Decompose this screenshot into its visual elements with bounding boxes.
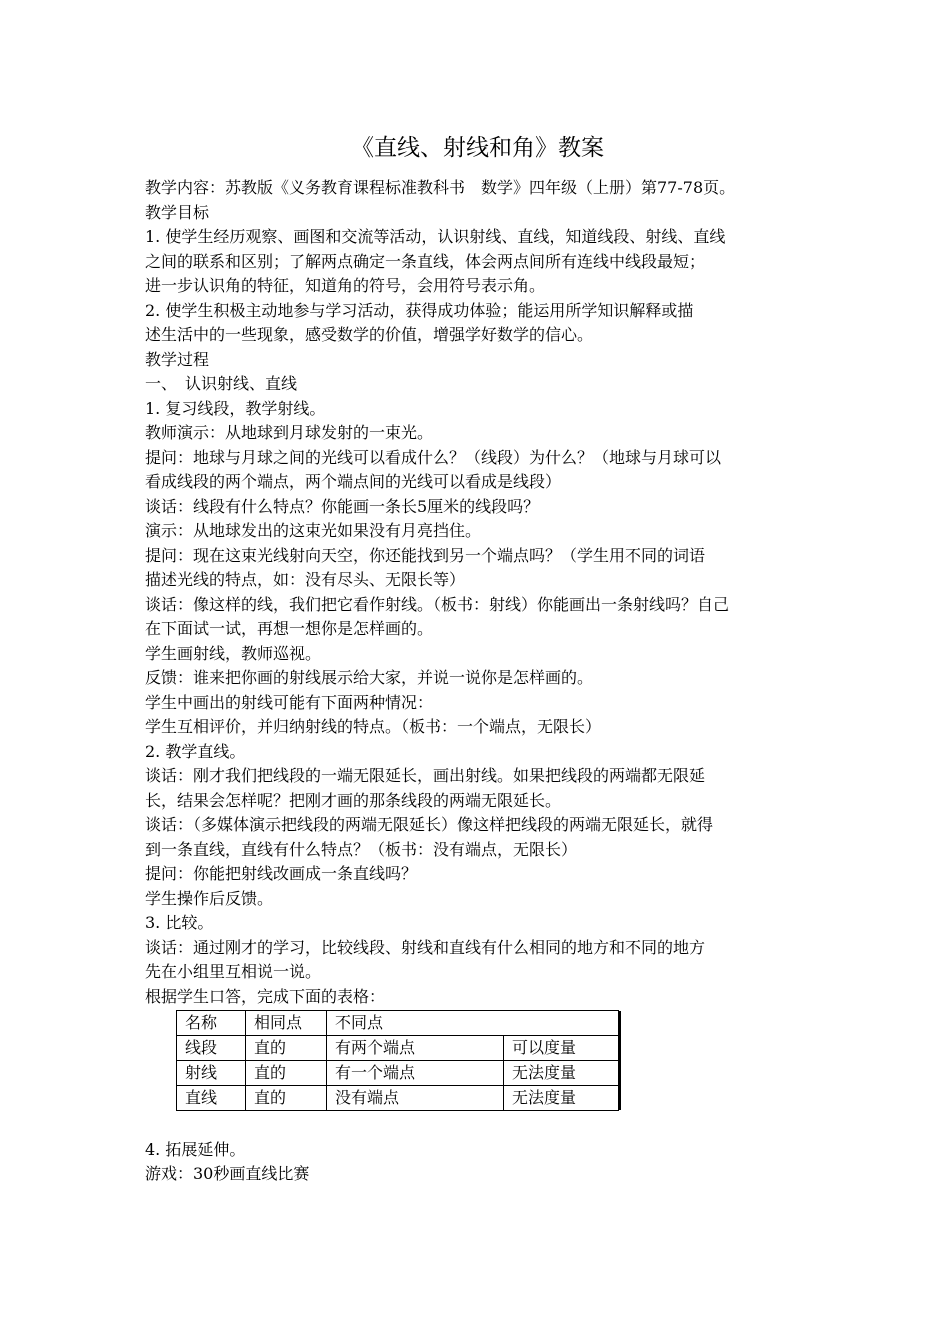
table-row (177, 1036, 619, 1061)
document-body (145, 176, 810, 1187)
table-cell: 无法度量 (504, 1061, 619, 1086)
text-line: 学生中画出的射线可能有下面两种情况： (145, 692, 434, 712)
text-line: 谈话：线段有什么特点？你能画一条长5厘米的线段吗？ (145, 496, 540, 516)
table-row (177, 1061, 619, 1086)
text-line: 教师演示：从地球到月球发射的一束光。 (145, 423, 434, 442)
text-line: 谈话：通过刚才的学习，比较线段、射线和直线有什么相同的地方和不同的地方 (145, 937, 706, 957)
text-line: 根据学生口答，完成下面的表格： (145, 986, 386, 1006)
text-line: 4. 拓展延伸。 (145, 1139, 246, 1159)
text-line: 3. 比较。 (145, 913, 214, 932)
table-cell: 直线 (177, 1086, 246, 1111)
text-line: 进一步认识角的特征，知道角的符号，会用符号表示角。 (145, 276, 546, 295)
text-line: 2. 教学直线。 (145, 741, 246, 761)
table-cell: 有两个端点 (327, 1036, 504, 1061)
spacer (145, 1113, 810, 1138)
text-line: 反馈：谁来把你画的射线展示给大家，并说一说你是怎样画的。 (145, 668, 594, 687)
text-line: 看成线段的两个端点，两个端点间的光线可以看成是线段） (145, 472, 562, 491)
table-header-cell: 名称 (177, 1011, 246, 1036)
text-line: 谈话：刚才我们把线段的一端无限延长，画出射线。如果把线段的两端都无限延 (145, 766, 706, 785)
text-line: 在下面试一试，再想一想你是怎样画的。 (145, 619, 434, 638)
text-line: 教学内容：苏教版《义务教育课程标准教科书 数学》四年级（上册）第77-78页。 (145, 178, 736, 197)
table-cell: 可以度量 (504, 1036, 619, 1061)
table-header-row (177, 1011, 619, 1036)
paragraph-block-a (145, 176, 810, 1009)
table-cell: 无法度量 (504, 1086, 619, 1111)
text-line: 学生操作后反馈。 (145, 888, 274, 908)
text-line: 之间的联系和区别；了解两点确定一条直线，体会两点间所有连线中线段最短； (145, 251, 706, 271)
table-row (177, 1086, 619, 1111)
table-cell: 有一个端点 (327, 1061, 504, 1086)
text-line: 2. 使学生积极主动地参与学习活动，获得成功体验；能运用所学知识解释或描 (145, 300, 694, 320)
text-line: 提问：地球与月球之间的光线可以看成什么？（线段）为什么？（地球与月球可以 (145, 447, 722, 467)
text-line: 1. 复习线段，教学射线。 (145, 398, 326, 418)
table-cell: 没有端点 (327, 1086, 504, 1111)
table-header-cell: 相同点 (246, 1011, 327, 1036)
text-line: 到一条直线，直线有什么特点？（板书：没有端点，无限长） (145, 839, 578, 859)
text-line: 描述光线的特点，如：没有尽头、无限长等） (145, 570, 466, 589)
comparison-table-wrap (145, 1009, 810, 1113)
table-cell: 直的 (246, 1061, 327, 1086)
text-line: 先在小组里互相说一说。 (145, 962, 322, 981)
text-line: 教学过程 (145, 349, 210, 369)
text-line: 游戏：30秒画直线比赛 (145, 1164, 310, 1183)
document-title: 《直线、射线和角》教案 (351, 135, 604, 161)
text-line: 谈话：像这样的线，我们把它看作射线。（板书：射线）你能画出一条射线吗？自己 (145, 594, 730, 614)
text-line: 1. 使学生经历观察、画图和交流等活动，认识射线、直线，知道线段、射线、直线 (145, 227, 726, 246)
table-cell: 直的 (246, 1086, 327, 1111)
text-line: 述生活中的一些现象，感受数学的价值，增强学好数学的信心。 (145, 325, 594, 344)
text-line: 提问：现在这束光线射向天空，你还能找到另一个端点吗？（学生用不同的词语 (145, 545, 706, 565)
text-line: 教学目标 (145, 202, 210, 222)
table-cell: 直的 (246, 1036, 327, 1061)
table-header-cell: 不同点 (327, 1011, 619, 1036)
text-line: 学生互相评价，并归纳射线的特点。（板书：一个端点，无限长） (145, 717, 602, 736)
text-line: 演示：从地球发出的这束光如果没有月亮挡住。 (145, 521, 482, 540)
table-cell: 射线 (177, 1061, 246, 1086)
comparison-table (176, 1010, 619, 1111)
text-line: 提问：你能把射线改画成一条直线吗？ (145, 864, 418, 883)
text-line: 谈话：（多媒体演示把线段的两端无限延长）像这样把线段的两端无限延长，就得 (145, 815, 714, 834)
text-line: 一、 认识射线、直线 (145, 374, 298, 393)
text-line: 长，结果会怎样呢？把刚才画的那条线段的两端无限延长。 (145, 790, 562, 810)
table-cell: 线段 (177, 1036, 246, 1061)
text-line: 学生画射线，教师巡视。 (145, 643, 322, 663)
paragraph-block-b (145, 1138, 810, 1187)
